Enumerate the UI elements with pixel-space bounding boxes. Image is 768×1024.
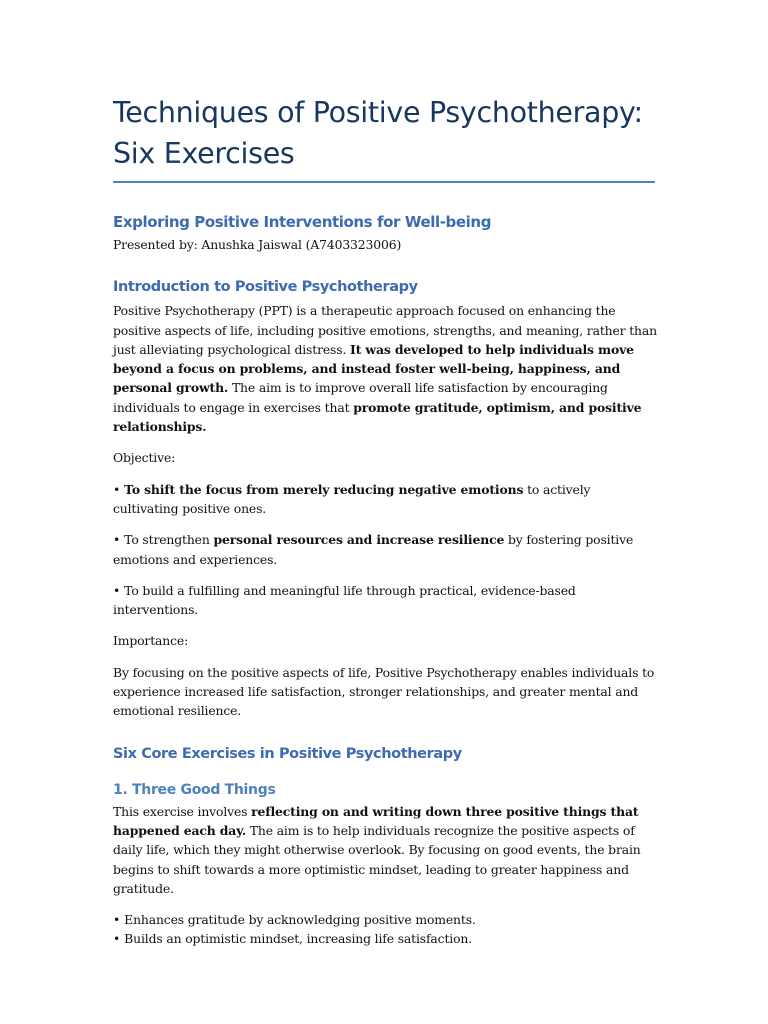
intro-text-a: Positive Psychotherapy (PPT) is a therapeutic approach focused on enhancing the positive aspects of life, including positive emotions, strengths, and meaning, rather than just alleviating psychological distress. — [113, 303, 657, 357]
bullet-icon: • — [113, 931, 121, 947]
objective-3-text: To build a fulfilling and meaningful life through practical, evidence-based interventions. — [113, 582, 576, 618]
objective-1-bold: To shift the focus from merely reducing negative emotions — [124, 481, 524, 497]
title-line-1: Techniques of Positive Psychotherapy: — [113, 96, 643, 129]
intro-text-c: The aim is to improve overall life satisfaction by encouraging individuals to engage in exercises that — [113, 380, 608, 415]
document-subtitle: Exploring Positive Interventions for Well-being — [113, 213, 492, 231]
exercise-1-bullet-2-text: Builds an optimistic mindset, increasing life satisfaction. — [124, 931, 473, 947]
exercise-1-bold: reflecting on and writing down three positive things that happened each day. — [113, 803, 639, 838]
objective-2-text-a: To strengthen — [124, 532, 214, 548]
intro-text-bold-d: promote gratitude, optimism, and positive relationships. — [113, 399, 642, 435]
bullet-icon: • — [113, 582, 121, 598]
document-content — [113, 92, 658, 949]
exercise-1-bullet-1-text: Enhances gratitude by acknowledging positive moments. — [124, 912, 476, 928]
objective-1-text: to actively cultivating positive ones. — [113, 481, 591, 516]
document-title — [113, 92, 658, 174]
objective-item-3 — [113, 581, 658, 620]
objective-item-2 — [113, 530, 658, 569]
title-underline-rule — [113, 181, 655, 183]
importance-paragraph: By focusing on the positive aspects of life, Positive Psychotherapy enables individuals to experience increased life satisfaction, stronger relationships, and greater mental and emotional resilience. — [113, 664, 655, 719]
importance-label: Importance: — [113, 633, 189, 649]
exercise-1-text-c: The aim is to help individuals recognize the positive aspects of daily life, which they might otherwise overlook. By focusing on good events, the brain begins to shift towards a more optimistic mindset, leading to greater happiness and gratitude. — [113, 822, 641, 896]
title-line-2: Six Exercises — [113, 137, 295, 170]
objective-label: Objective: — [113, 450, 176, 466]
bullet-icon: • — [113, 481, 121, 497]
objective-item-1 — [113, 480, 658, 519]
objective-2-text: by fostering positive emotions and experiences. — [113, 532, 634, 567]
objective-2-bold: personal resources and increase resilience — [213, 532, 505, 548]
intro-paragraph — [113, 301, 658, 436]
exercise-1-bullet-1 — [113, 910, 658, 929]
intro-heading: Introduction to Positive Psychotherapy — [113, 279, 418, 296]
bullet-icon: • — [113, 912, 121, 928]
exercise-1-text-a: This exercise involves — [113, 803, 252, 819]
exercise-1-heading: 1. Three Good Things — [113, 781, 276, 798]
core-exercises-heading: Six Core Exercises in Positive Psychotherapy — [113, 745, 462, 762]
intro-text-bold-b: It was developed to help individuals move beyond a focus on problems, and instead foster well-being, happiness, and personal growth. — [113, 341, 634, 396]
exercise-1-paragraph — [113, 802, 658, 898]
bullet-icon: • — [113, 532, 121, 548]
exercise-1-bullet-2 — [113, 929, 658, 948]
presented-by: Presented by: Anushka Jaiswal (A7403323006) — [113, 237, 402, 252]
